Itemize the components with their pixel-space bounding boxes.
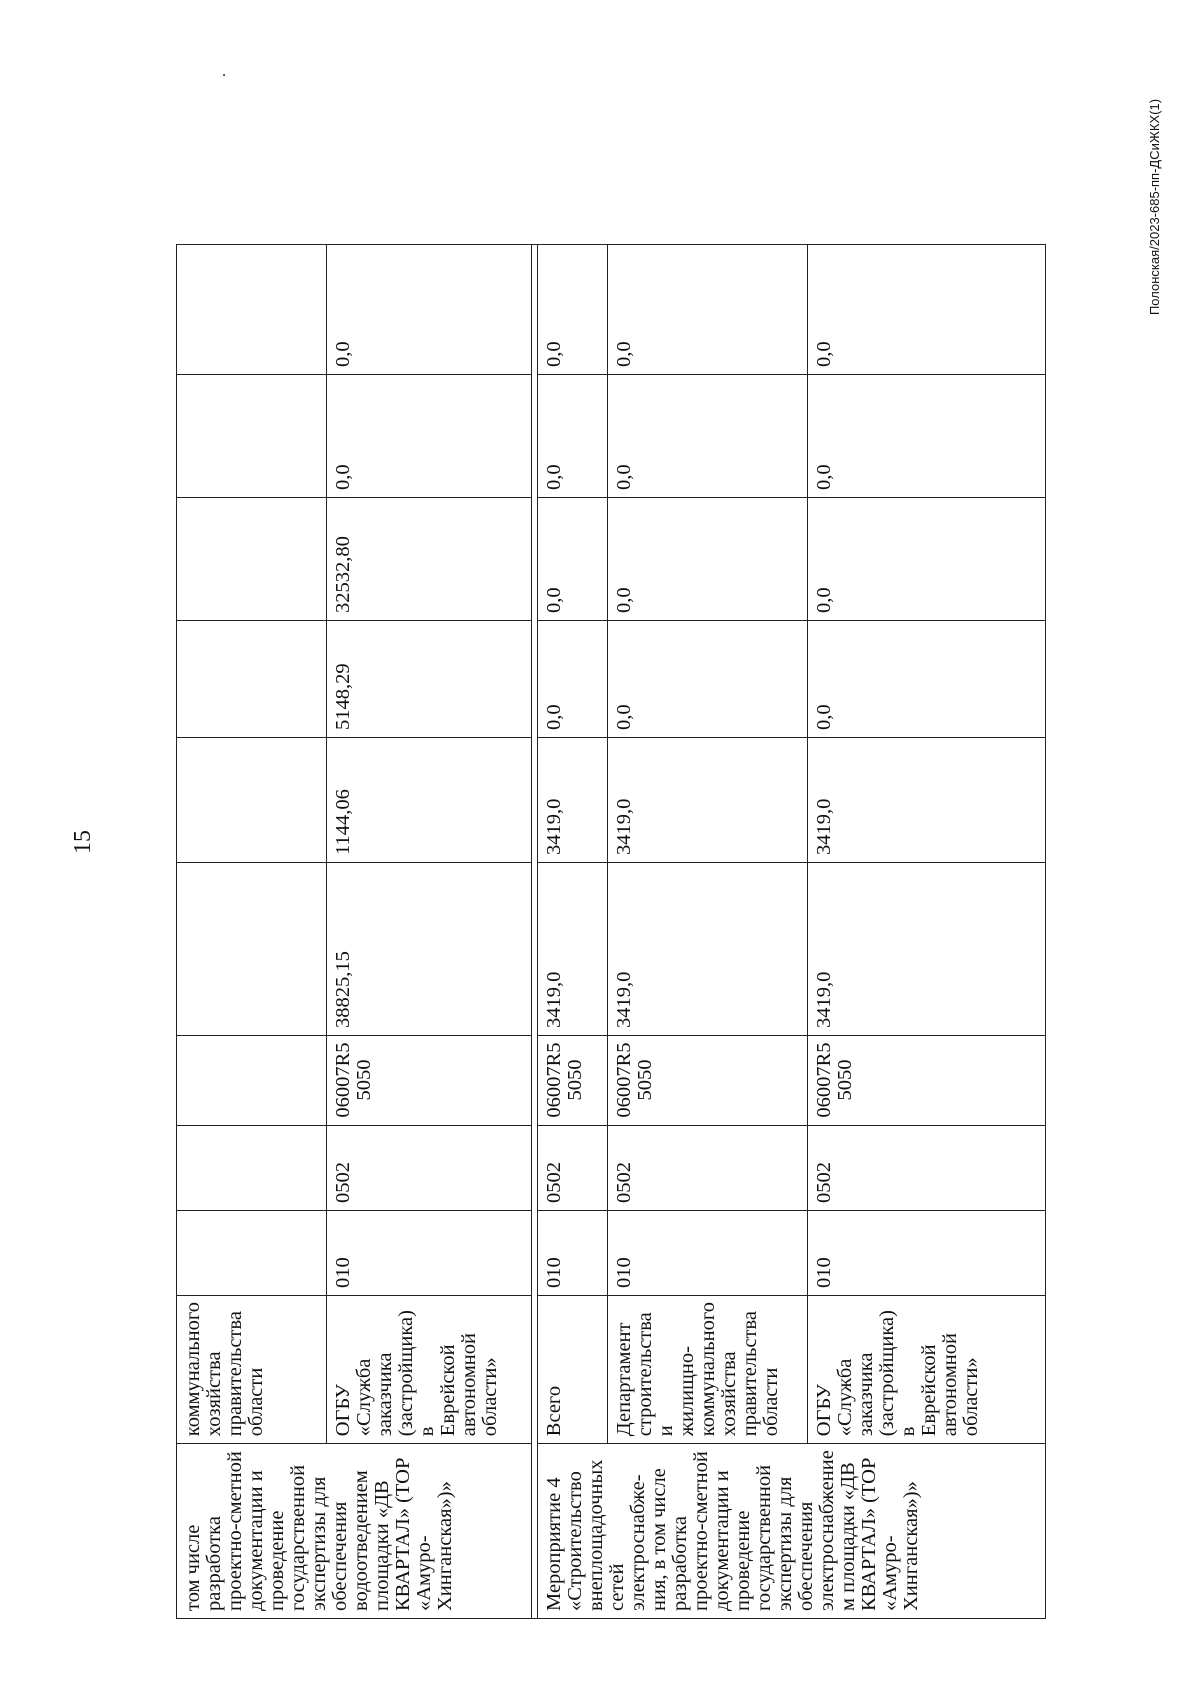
total-cell: 3419,0	[538, 863, 608, 1036]
executor-cell: Всего	[538, 1296, 608, 1444]
year3-cell: 0,0	[808, 498, 1046, 621]
event-name-cell: Мероприятие 4 «Строительство внеплощадочных сетей электроснабже- ния, в том числе разработка проектно-сметной документации и проведение государственной экспертизы для обеспечения электроснабжение м площадки «ДВ КВАРТАЛ» (ТОР «Амуро- Хинганская»)»	[538, 1444, 1046, 1619]
rzpr-cell: 0502	[608, 1126, 808, 1211]
csr-cell: 06007R5 5050	[808, 1036, 1046, 1126]
year4-cell: 0,0	[608, 375, 808, 498]
csr-cell: 06007R5 5050	[608, 1036, 808, 1126]
year1-cell: 3419,0	[608, 738, 808, 863]
year2-cell: 5148,29	[327, 621, 532, 738]
year5-cell: 0,0	[538, 245, 608, 375]
grbs-cell: 010	[327, 1211, 532, 1296]
year1-cell: 1144,06	[327, 738, 532, 863]
total-cell: 38825,15	[327, 863, 532, 1036]
rzpr-cell: 0502	[327, 1126, 532, 1211]
rzpr-cell: 0502	[538, 1126, 608, 1211]
year1-cell: 3419,0	[538, 738, 608, 863]
year4-cell: 0,0	[327, 375, 532, 498]
year4-cell: 0,0	[808, 375, 1046, 498]
rzpr-cell: 0502	[808, 1126, 1046, 1211]
year2-cell: 0,0	[808, 621, 1046, 738]
stray-mark: .	[212, 73, 229, 77]
page-number: 15	[70, 830, 96, 854]
grbs-cell: 010	[608, 1211, 808, 1296]
year1-cell: 3419,0	[808, 738, 1046, 863]
csr-cell: 06007R5 5050	[327, 1036, 532, 1126]
table-row	[327, 245, 532, 1619]
year3-cell: 32532,80	[327, 498, 532, 621]
table-row	[608, 245, 808, 1619]
total-cell: 3419,0	[808, 863, 1046, 1036]
executor-cell: ОГБУ «Служба заказчика (застройщика) в Еврейской автономной области»	[327, 1296, 532, 1444]
executor-cell: Департамент строительства и жилищно- коммунального хозяйства правительства области	[608, 1296, 808, 1444]
csr-cell: 06007R5 5050	[538, 1036, 608, 1126]
year5-cell: 0,0	[327, 245, 532, 375]
year4-cell: 0,0	[538, 375, 608, 498]
grbs-cell: 010	[808, 1211, 1046, 1296]
executor-cell: ОГБУ «Служба заказчика (застройщика) в Еврейской автономной области»	[808, 1296, 1046, 1444]
year5-cell: 0,0	[608, 245, 808, 375]
executor-cell: коммунального хозяйства правительства области	[177, 1296, 327, 1444]
total-cell: 3419,0	[608, 863, 808, 1036]
budget-table	[176, 244, 1046, 1619]
table-row	[538, 245, 608, 1619]
event-name-cell: том числе разработка проектно-сметной документации и проведение государственной экспертизы для обеспечения водоотведением площадки «ДВ КВАРТАЛ» (ТОР «Амуро- Хинганская»)»	[177, 1444, 532, 1619]
year2-cell: 0,0	[608, 621, 808, 738]
year3-cell: 0,0	[538, 498, 608, 621]
document-id: Полонская/2023-685-пп-ДСиЖКХ(1)	[1147, 98, 1162, 316]
year3-cell: 0,0	[608, 498, 808, 621]
table-row	[808, 245, 1046, 1619]
grbs-cell: 010	[538, 1211, 608, 1296]
table-row	[177, 245, 327, 1619]
year5-cell: 0,0	[808, 245, 1046, 375]
year2-cell: 0,0	[538, 621, 608, 738]
